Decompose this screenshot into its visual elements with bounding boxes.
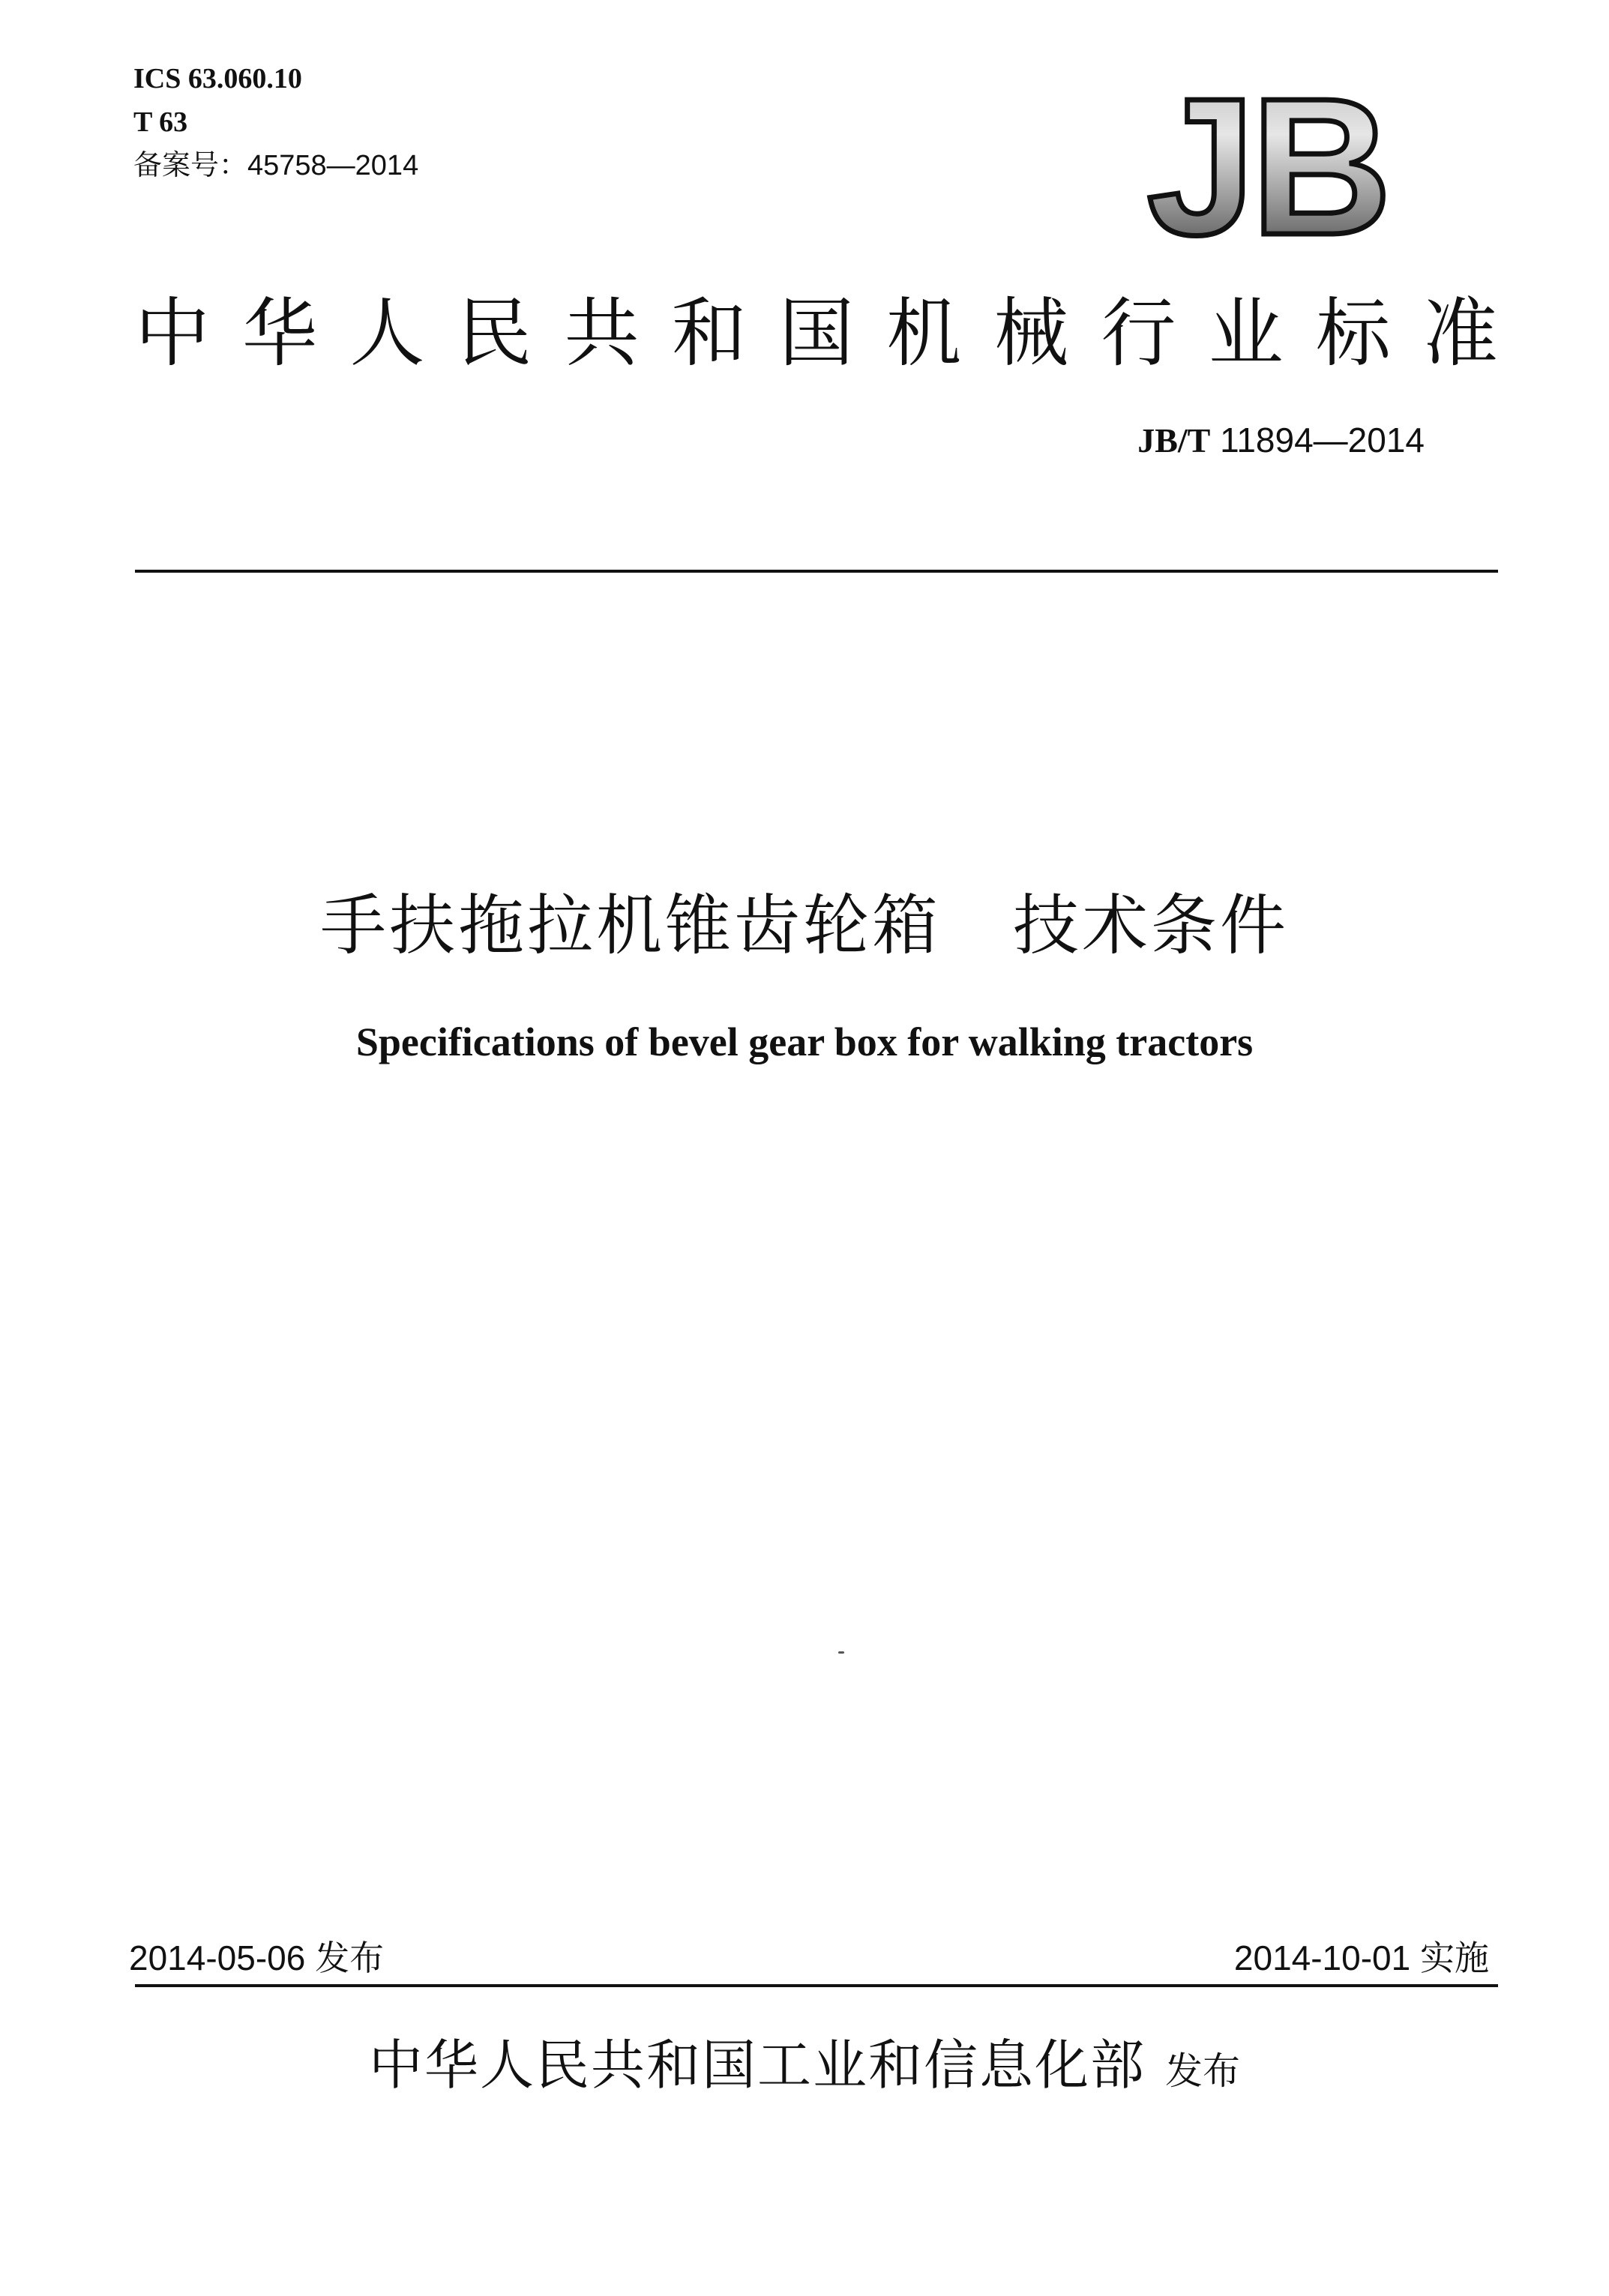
ics-code: [133, 57, 418, 100]
publisher-name: 中华人民共和国工业和信息化部: [368, 2034, 1146, 2097]
jb-logo: [1110, 84, 1425, 249]
classification-block: [133, 57, 418, 187]
ics-code-text: ICS 63.060.10: [133, 63, 302, 94]
document-title-cn: 手扶拖拉机锥齿轮箱 技术条件: [320, 887, 1289, 964]
standard-number-value: 11894—2014: [1220, 421, 1425, 459]
issue-date: 2014-05-06 发布: [129, 1938, 385, 1977]
standard-number: [1137, 414, 1425, 467]
filing-number: 备案号：45758—2014: [133, 150, 419, 181]
document-title-en: Specifications of bevel gear box for walking tractors: [355, 1019, 1254, 1064]
ccs-code: [133, 100, 418, 144]
publisher-suffix: 发布: [1165, 2049, 1240, 2093]
standard-number-prefix: JB/T: [1137, 421, 1211, 459]
top-divider: [135, 570, 1498, 573]
ccs-code-text: T 63: [133, 106, 188, 138]
jb-logo-text: JB: [1146, 84, 1388, 249]
implementation-date: 2014-10-01 实施: [1233, 1938, 1489, 1977]
bottom-divider: [135, 1984, 1498, 1987]
standard-category-title: 中 华 人 民 共 和 国 机 械 行 业 标 准: [135, 289, 1500, 377]
publisher-line: [0, 2024, 1609, 2112]
scan-speck: [838, 1651, 844, 1654]
